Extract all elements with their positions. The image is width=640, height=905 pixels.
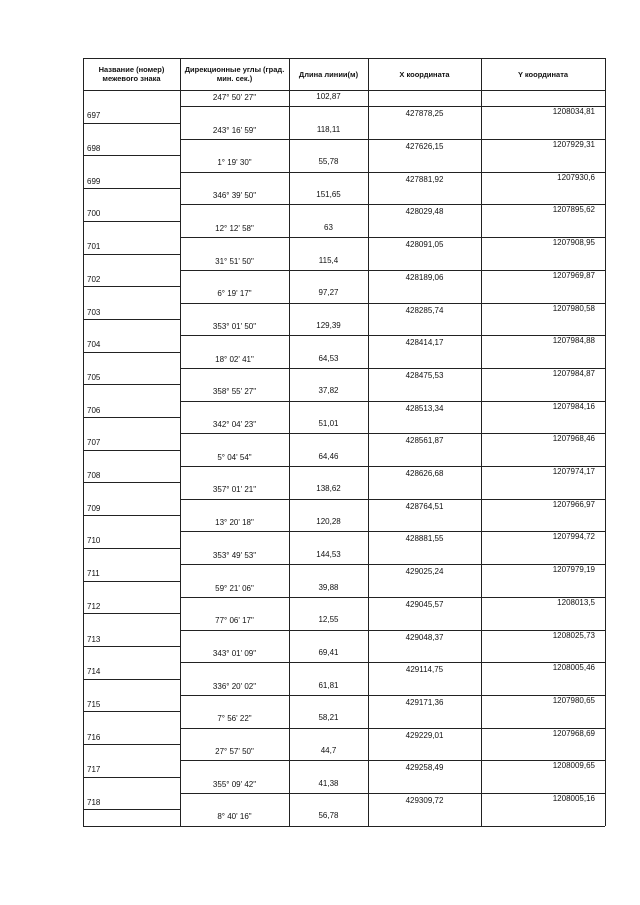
segment-row-border: [180, 564, 368, 565]
name-row-border: [83, 679, 180, 680]
point-x: 427626,15: [405, 142, 444, 152]
coordinates-table: [83, 58, 605, 826]
name-row-border: [83, 613, 180, 614]
segment-angle: 12° 12' 58": [215, 223, 254, 233]
point-x: 428189,06: [405, 272, 444, 282]
point-y: 1207968,46: [552, 434, 595, 444]
column-divider-4: [481, 58, 482, 826]
segment-length: 151,65: [316, 190, 341, 200]
point-y: 1207966,97: [552, 499, 595, 509]
name-row-border: [83, 384, 180, 385]
point-name: 716: [87, 732, 101, 742]
point-y: 1207994,72: [552, 532, 595, 542]
point-name: 711: [87, 569, 100, 579]
table-bottom-border: [83, 826, 605, 827]
name-row-border: [83, 515, 180, 516]
segment-length: 12,55: [318, 615, 339, 625]
segment-length: 63: [324, 222, 333, 232]
segment-row-border: [180, 335, 368, 336]
name-row-border: [83, 155, 180, 156]
name-row-border: [83, 777, 180, 778]
header-name: Название (номер) межевого знака: [98, 65, 165, 83]
name-row-border: [83, 352, 180, 353]
name-row-border: [83, 417, 180, 418]
point-name: 699: [87, 176, 101, 186]
segment-length: 55,78: [318, 157, 339, 167]
segment-length: 51,01: [318, 419, 339, 428]
name-row-border: [83, 123, 180, 124]
name-row-border: [83, 711, 180, 712]
segment-row-border: [180, 499, 368, 500]
point-y: 1207984,16: [552, 401, 595, 411]
point-y: 1207980,58: [552, 303, 595, 313]
segment-angle: 353° 01' 50": [212, 321, 257, 331]
segment-length: 37,82: [318, 386, 339, 396]
name-row-border: [83, 744, 180, 745]
point-y: 1207895,62: [552, 205, 595, 215]
point-name: 710: [87, 536, 101, 546]
point-x: 428561,87: [405, 436, 444, 446]
segment-angle: 6° 19' 17": [217, 289, 252, 299]
point-y: 1208005,46: [552, 663, 595, 673]
segment-row-border: [180, 237, 368, 238]
point-x: 428881,55: [405, 534, 444, 544]
point-y: 1207984,87: [552, 368, 595, 378]
segment-angle: 27° 57' 50": [215, 747, 254, 756]
point-x: 428475,53: [405, 370, 444, 380]
segment-row-border: [180, 466, 368, 467]
segment-row-border: [180, 270, 368, 271]
segment-row-border: [180, 760, 368, 761]
point-x: 429229,01: [405, 730, 444, 740]
segment-length: 56,78: [318, 811, 339, 821]
header-y: Y координата: [517, 69, 569, 79]
segment-length: 138,62: [316, 484, 341, 494]
segment-row-border: [180, 106, 368, 107]
point-x: 428513,34: [405, 403, 444, 413]
header-length: Длина линии(м): [298, 69, 359, 79]
segment-row-border: [180, 531, 368, 532]
segment-angle: 355° 09' 42": [212, 779, 257, 789]
point-x: 429171,36: [405, 697, 444, 707]
segment-angle: 18° 02' 41": [215, 354, 254, 364]
point-name: 717: [87, 765, 101, 775]
segment-length: 64,53: [318, 353, 339, 363]
point-y: 1208025,73: [552, 630, 595, 640]
header-bottom-border: [83, 90, 605, 91]
point-y: 1207968,69: [552, 728, 595, 738]
segment-angle: 247° 50' 27": [212, 93, 257, 102]
segment-length: 118,11: [316, 124, 341, 134]
name-row-border: [83, 254, 180, 255]
point-name: 707: [87, 438, 101, 448]
segment-length: 41,38: [318, 778, 339, 788]
point-y: 1207974,17: [552, 467, 595, 477]
segment-angle: 1° 19' 30": [217, 158, 252, 168]
point-y: 1207930,6: [557, 172, 595, 182]
point-x: 428029,48: [405, 207, 444, 217]
segment-angle: 77° 06' 17": [215, 616, 254, 626]
segment-row-border: [180, 597, 368, 598]
segment-length: 64,46: [318, 451, 339, 461]
name-row-border: [83, 646, 180, 647]
point-x: 427878,25: [405, 109, 444, 119]
segment-length: 61,81: [318, 680, 339, 690]
column-divider-1: [180, 58, 181, 826]
segment-angle: 343° 01' 09": [212, 648, 257, 658]
segment-angle: 336° 20' 02": [212, 681, 257, 691]
point-name: 700: [87, 209, 101, 219]
point-name: 702: [87, 274, 101, 284]
segment-length: 102,87: [316, 92, 341, 101]
segment-angle: 342° 04' 23": [212, 420, 257, 429]
segment-angle: 59° 21' 06": [215, 583, 254, 593]
name-row-border: [83, 188, 180, 189]
point-y: 1207980,65: [552, 695, 595, 705]
segment-length: 144,53: [316, 549, 341, 559]
segment-length: 58,21: [318, 713, 339, 723]
segment-row-border: [180, 172, 368, 173]
name-row-border: [83, 450, 180, 451]
name-row-border: [83, 286, 180, 287]
segment-angle: 8° 40' 16": [217, 812, 252, 822]
column-divider-3: [368, 58, 369, 826]
column-divider-5: [605, 58, 606, 826]
name-row-border: [83, 482, 180, 483]
point-y: 1207908,95: [552, 238, 595, 248]
segment-row-border: [180, 695, 368, 696]
segment-angle: 357° 01' 21": [212, 485, 257, 495]
header-angle: Дирекционные углы (град. мин. сек.): [184, 65, 285, 83]
column-divider-2: [289, 58, 290, 826]
point-y: 1208005,16: [552, 794, 595, 804]
segment-row-border: [180, 303, 368, 304]
segment-length: 44,7: [320, 746, 337, 755]
point-x: 428285,74: [405, 305, 444, 315]
point-y: 1207969,87: [552, 270, 595, 280]
point-x: 429045,57: [405, 599, 444, 609]
point-y: 1208013,5: [557, 597, 595, 607]
name-row-border: [83, 809, 180, 810]
point-name: 713: [87, 634, 101, 644]
segment-row-border: [180, 662, 368, 663]
point-x: 428626,68: [405, 469, 444, 479]
segment-length: 69,41: [318, 647, 339, 657]
segment-row-border: [180, 401, 368, 402]
point-x: 428764,51: [405, 501, 444, 511]
segment-row-border: [180, 433, 368, 434]
point-x: 427881,92: [405, 174, 444, 184]
segment-length: 97,27: [318, 288, 339, 298]
point-name: 704: [87, 340, 101, 350]
segment-length: 115,4: [318, 255, 339, 265]
point-name: 706: [87, 405, 101, 415]
point-name: 705: [87, 372, 101, 382]
segment-angle: 353° 49' 53": [212, 550, 257, 560]
point-y: 1207929,31: [552, 140, 595, 150]
point-y: 1207979,19: [552, 565, 595, 575]
segment-length: 129,39: [316, 320, 341, 330]
segment-row-border: [180, 139, 368, 140]
point-name: 701: [87, 242, 101, 252]
name-row-border: [83, 319, 180, 320]
segment-length: 39,88: [318, 582, 339, 592]
name-row-border: [83, 221, 180, 222]
point-y: 1207984,88: [552, 336, 595, 346]
name-row-border: [83, 581, 180, 582]
segment-angle: 7° 56' 22": [217, 714, 252, 724]
point-x: 428414,17: [405, 338, 444, 348]
point-name: 698: [87, 144, 101, 154]
point-x: 428091,05: [405, 240, 444, 250]
segment-row-border: [180, 368, 368, 369]
segment-row-border: [180, 630, 368, 631]
segment-row-border: [180, 204, 368, 205]
segment-angle: 31° 51' 50": [215, 256, 254, 266]
point-y: 1208034,81: [552, 107, 595, 117]
point-name: 697: [87, 111, 101, 121]
point-name: 714: [87, 667, 101, 677]
point-name: 712: [87, 601, 101, 611]
point-x: 429258,49: [405, 763, 444, 773]
segment-angle: 243° 16' 59": [212, 125, 257, 135]
name-row-border: [83, 548, 180, 549]
point-name: 703: [87, 307, 101, 317]
point-name: 715: [87, 699, 101, 709]
segment-row-border: [180, 793, 368, 794]
point-x: 429309,72: [405, 796, 444, 806]
segment-length: 120,28: [316, 517, 341, 527]
header-x: X координата: [399, 69, 450, 79]
point-x: 429114,75: [405, 665, 444, 675]
segment-angle: 5° 04' 54": [217, 452, 252, 462]
segment-angle: 358° 55' 27": [212, 387, 257, 397]
point-x: 429025,24: [405, 567, 444, 577]
point-name: 708: [87, 471, 101, 481]
segment-row-border: [180, 728, 368, 729]
segment-angle: 13° 20' 18": [215, 518, 254, 528]
point-y: 1208009,65: [552, 761, 595, 771]
point-name: 709: [87, 503, 101, 513]
segment-angle: 346° 39' 50": [212, 191, 257, 201]
point-name: 718: [87, 798, 101, 808]
point-x: 429048,37: [405, 632, 444, 642]
